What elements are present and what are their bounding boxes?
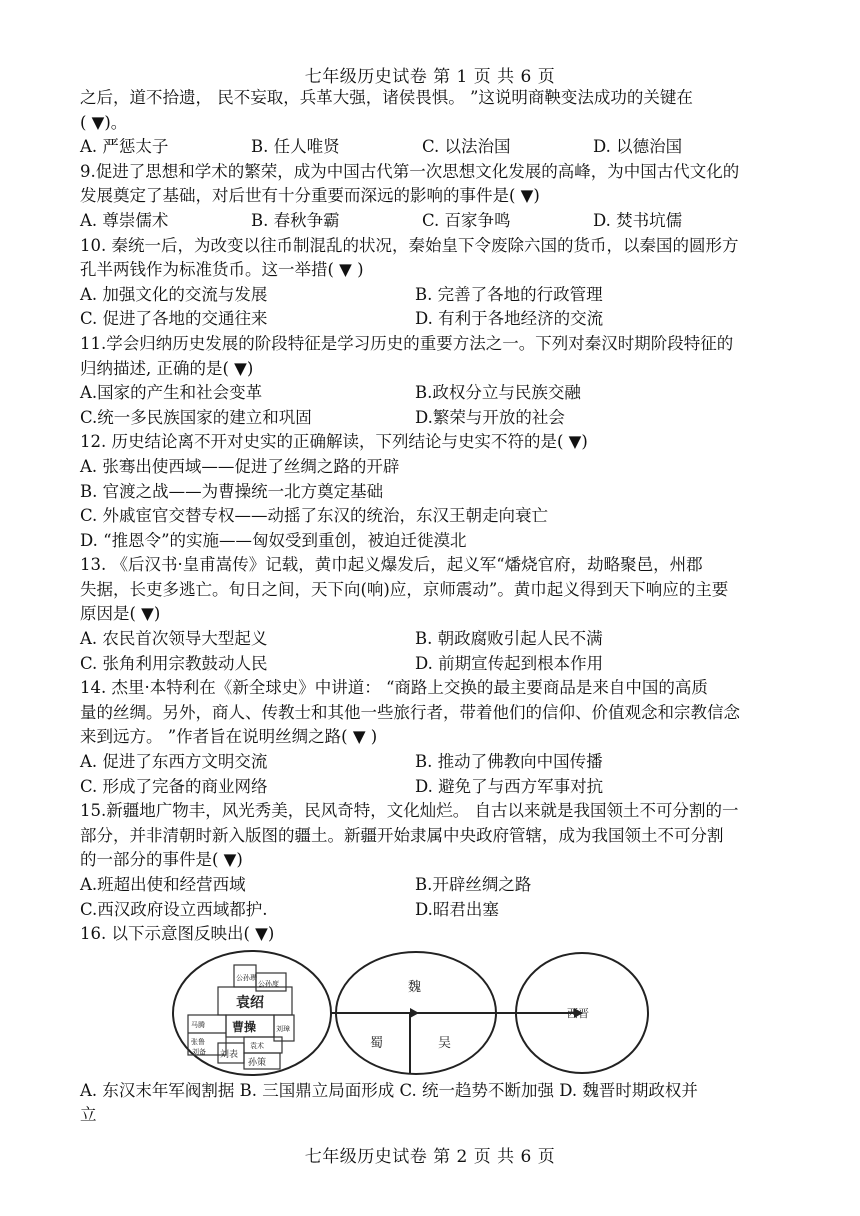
option-row <box>80 406 780 431</box>
option-d[interactable]: D. 以德治国 <box>593 137 683 157</box>
option-c[interactable]: C. 百家争鸣 <box>422 210 511 230</box>
question-13 <box>80 553 780 676</box>
diagram-label: 公孙瓒 <box>236 973 257 982</box>
option-d[interactable]: D. 有利于各地经济的交流 <box>415 309 604 329</box>
option-a[interactable]: A. 尊崇儒术 <box>80 210 169 230</box>
diagram-label: 孙策 <box>248 1057 267 1068</box>
question-stem: 14. 杰里·本特利在《新全球史》中讲道： “商路上交换的最主要商品是来自中国的高质 <box>80 678 708 698</box>
diagram-svg <box>170 949 650 1077</box>
option-row <box>80 873 780 898</box>
diagram-label: 张鲁 <box>191 1037 205 1046</box>
diagram-label: 吴 <box>438 1035 452 1051</box>
option-row <box>80 135 780 160</box>
option-c[interactable]: C. 外戚宦官交替专权——动摇了东汉的统治，东汉王朝走向衰亡 <box>80 506 549 526</box>
diagram-label: 刘璋 <box>276 1024 290 1033</box>
option-row <box>80 898 780 923</box>
option-row <box>80 283 780 308</box>
question-15 <box>80 799 780 922</box>
option-d[interactable]: D.繁荣与开放的社会 <box>415 407 565 427</box>
question-11 <box>80 332 780 430</box>
question-stem: 来到远方。 ”作者旨在说明丝绸之路( ▼ ) <box>80 727 378 747</box>
question-stem: ( ▼)。 <box>80 112 128 132</box>
diagram-label: 公孙度 <box>258 979 279 988</box>
option-row[interactable]: A. 东汉末年军阀割据 B. 三国鼎立局面形成 C. 统一趋势不断加强 D. 魏晋时期政权并 <box>80 1080 698 1100</box>
question-8 <box>80 86 780 160</box>
option-d[interactable]: D.昭君出塞 <box>415 899 499 919</box>
question-16 <box>80 922 780 1128</box>
question-stem: 10. 秦统一后，为改变以往币制混乱的状况，秦始皇下令废除六国的货币，以秦国的圆形方 <box>80 235 739 255</box>
diagram-label: 西晋 <box>567 1006 589 1020</box>
option-c[interactable]: C. 以法治国 <box>422 137 511 157</box>
option-d[interactable]: D. 避免了与西方军事对抗 <box>415 776 604 796</box>
option-a[interactable]: A. 张骞出使西域——促进了丝绸之路的开辟 <box>80 456 400 476</box>
option-a[interactable]: A. 加强文化的交流与发展 <box>80 284 268 304</box>
question-stem: 归纳描述, 正确的是( ▼) <box>80 358 254 378</box>
option-c[interactable]: C. 张角利用宗教鼓动人民 <box>80 653 268 673</box>
question-stem: 12. 历史结论离不开对史实的正确解读，下列结论与史实不符的是( ▼) <box>80 432 588 452</box>
option-c[interactable]: C. 形成了完备的商业网络 <box>80 776 268 796</box>
page-header: 七年级历史试卷 第 1 页 共 6 页 <box>304 67 556 87</box>
diagram-label: 魏 <box>408 979 422 995</box>
option-d[interactable]: D. 前期宣传起到根本作用 <box>415 653 604 673</box>
option-b[interactable]: B. 完善了各地的行政管理 <box>415 284 603 304</box>
question-stem: 16. 以下示意图反映出( ▼) <box>80 924 275 944</box>
diagram-label: 蜀 <box>370 1035 384 1051</box>
diagram-label: 刘表 <box>220 1049 239 1060</box>
question-stem: 11.学会归纳历史发展的阶段特征是学习历史的重要方法之一。下列对秦汉时期阶段特征的 <box>80 333 734 353</box>
option-row <box>80 381 780 406</box>
option-b[interactable]: B. 朝政腐败引起人民不满 <box>415 629 603 649</box>
question-10 <box>80 234 780 332</box>
diagram-label: 马腾 <box>191 1020 205 1029</box>
page-footer: 七年级历史试卷 第 2 页 共 6 页 <box>304 1147 556 1167</box>
option-c[interactable]: C. 促进了各地的交通往来 <box>80 309 268 329</box>
question-stem: 的一部分的事件是( ▼) <box>80 850 243 870</box>
option-a[interactable]: A. 严惩太子 <box>80 137 169 157</box>
option-row <box>80 307 780 332</box>
question-stem: 原因是( ▼) <box>80 604 161 624</box>
option-b[interactable]: B.政权分立与民族交融 <box>415 383 581 403</box>
question-14 <box>80 676 780 799</box>
option-row-continued: 立 <box>80 1105 97 1125</box>
diagram-warlords-ellipse <box>173 951 331 1075</box>
question-stem: 孔半两钱作为标准货币。这一举措( ▼ ) <box>80 260 364 280</box>
diagram-label: 刘备 <box>192 1047 206 1056</box>
option-row <box>80 775 780 800</box>
question-stem: 失据，长吏多逃亡。旬日之间，天下向(响)应，京师震动”。黄巾起义得到天下响应的主要 <box>80 579 729 599</box>
diagram-label: 曹操 <box>232 1019 257 1034</box>
option-row <box>80 652 780 677</box>
question-stem: 9.促进了思想和学术的繁荣，成为中国古代第一次思想文化发展的高峰，为中国古代文化的 <box>80 161 740 181</box>
question-stem: 量的丝绸。另外，商人、传教士和其他一些旅行者，带着他们的信仰、价值观念和宗教信念 <box>80 702 740 722</box>
option-b[interactable]: B. 任人唯贤 <box>251 137 340 157</box>
question-stem: 部分，并非清朝时新入版图的疆土。新疆开始隶属中央政府管辖，成为我国领土不可分割 <box>80 825 724 845</box>
option-d[interactable]: D. 焚书坑儒 <box>593 210 683 230</box>
question-stem: 发展奠定了基础，对后世有十分重要而深远的影响的事件是( ▼) <box>80 186 540 206</box>
option-a[interactable]: A.班超出使和经营西域 <box>80 875 246 894</box>
option-d[interactable]: D. “推恩令”的实施——匈奴受到重创，被迫迁徙漠北 <box>80 530 467 550</box>
option-row <box>80 750 780 775</box>
option-a[interactable]: A.国家的产生和社会变革 <box>80 383 263 403</box>
question-12 <box>80 430 780 553</box>
question-list <box>80 86 780 1128</box>
option-row <box>80 209 780 234</box>
option-row <box>80 627 780 652</box>
option-a[interactable]: A. 促进了东西方文明交流 <box>80 752 268 772</box>
option-b[interactable]: B. 官渡之战——为曹操统一北方奠定基础 <box>80 481 384 501</box>
option-c[interactable]: C.统一多民族国家的建立和巩固 <box>80 407 312 427</box>
diagram-label: 袁绍 <box>236 994 264 1011</box>
question-9 <box>80 160 780 234</box>
option-b[interactable]: B.开辟丝绸之路 <box>415 875 532 894</box>
option-c[interactable]: C.西汉政府设立西域都护. <box>80 899 268 919</box>
question-stem: 13. 《后汉书·皇甫嵩传》记载，黄巾起义爆发后，起义军“燔烧官府，劫略聚邑，州郡 <box>80 555 703 575</box>
history-diagram <box>80 949 780 1079</box>
option-a[interactable]: A. 农民首次领导大型起义 <box>80 629 268 649</box>
option-b[interactable]: B. 推动了佛教向中国传播 <box>415 752 603 772</box>
diagram-label: 袁术 <box>250 1041 264 1050</box>
option-b[interactable]: B. 春秋争霸 <box>251 210 340 230</box>
question-stem: 15.新疆地广物丰，风光秀美，民风奇特，文化灿烂。 自古以来就是我国领土不可分割的一 <box>80 801 739 821</box>
question-stem: 之后，道不拾遗， 民不妄取，兵革大强，诸侯畏惧。 ”这说明商鞅变法成功的关键在 <box>80 88 693 107</box>
